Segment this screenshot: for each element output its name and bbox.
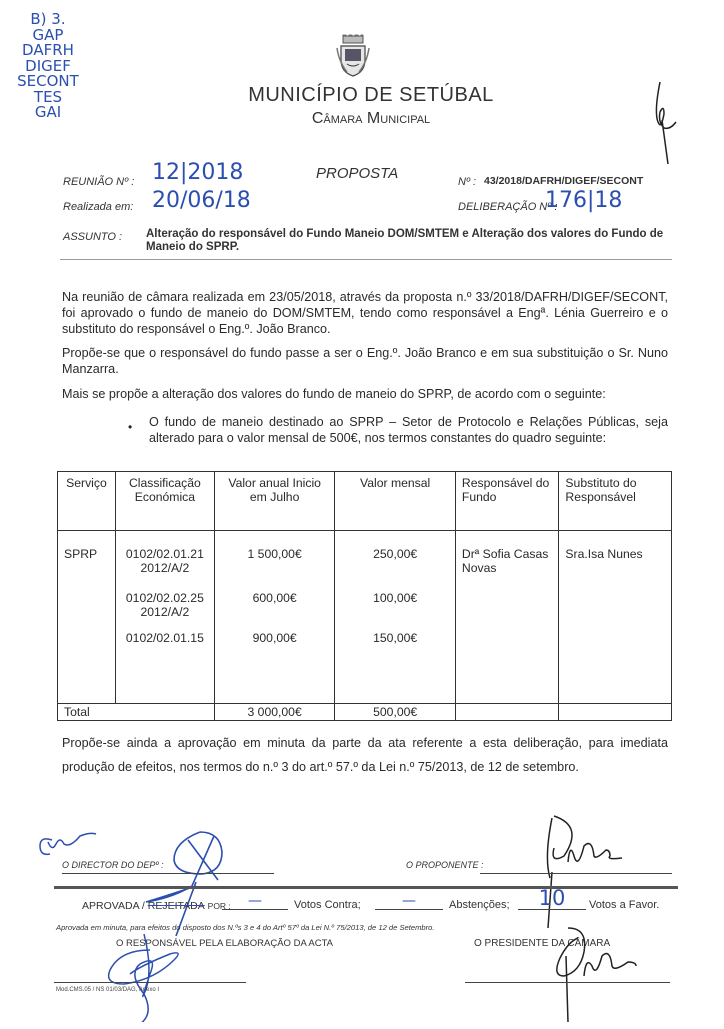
presidente-signature (544, 926, 644, 1024)
bullet-dot: • (128, 420, 133, 434)
director-label: O DIRECTOR DO DEPº : (62, 860, 164, 870)
proponente-label: O PROPONENTE : (406, 860, 484, 870)
header-classificacao: Classificação Económica (115, 472, 214, 531)
deliberacao-label: DELIBERAÇÃO Nº : (458, 201, 558, 213)
table-row (58, 531, 672, 704)
proponente-signature (540, 812, 630, 932)
cell-valor-mensal: 250,00€ (373, 547, 418, 561)
proposta-number: 43/2018/DAFRH/DIGEF/SECONT (484, 175, 644, 187)
header-substituto-text: Substituto do Responsável (565, 476, 637, 504)
cell-valor-mensal: 150,00€ (373, 631, 418, 645)
responsavel-acta-label: O RESPONSÁVEL PELA ELABORAÇÃO DA ACTA (116, 938, 333, 949)
header-valor-anual: Valor anual Inicio em Julho (214, 472, 335, 531)
reuniao-label: REUNIÃO Nº : (63, 176, 135, 188)
cell-servico: SPRP (58, 531, 116, 704)
routing-line: SECONT (17, 72, 79, 90)
total-anual: 3 000,00€ (214, 704, 335, 721)
cell-classificacao: 0102/02.01.15 (125, 631, 204, 645)
cell-valor-anual: 600,00€ (252, 591, 297, 605)
realizada-date-field: 20/06/18 (152, 188, 251, 213)
margin-initial-mark (648, 80, 688, 170)
cell-substituto: Sra.Isa Nunes (559, 531, 672, 704)
deliberacao-number-field: 176|18 (545, 188, 623, 213)
realizada-label: Realizada em: (63, 201, 134, 213)
presidente-label: O PRESIDENTE DA CÂMARA (474, 938, 611, 949)
acta-signature (90, 930, 200, 1022)
chamber-subtitle: Câmara Municipal (311, 110, 431, 127)
routing-line: GAI (34, 103, 62, 121)
header-divider (60, 259, 672, 260)
cell-classificacao: 0102/02.01.21 2012/A/2 (125, 547, 204, 575)
routing-line: GAP (32, 25, 64, 44)
votos-contra-field: — (222, 893, 288, 910)
minuta-note: Aprovada em minuta, para efeitos do disposto dos N.ºs 3 e 4 do Artº 57º da Lei N.º 75/2013, de 12 de Setembro. (56, 923, 435, 932)
cell-valor-anual: 900,00€ (252, 631, 297, 645)
total-empty-cell (455, 704, 559, 721)
paragraph-value-change: Mais se propõe a alteração dos valores do fundo de maneio do SPRP, de acordo com o seguinte: (62, 387, 606, 401)
total-label: Total (58, 704, 215, 721)
votos-favor-label: Votos a Favor. (589, 899, 660, 911)
total-empty-cell (559, 704, 672, 721)
bullet-sprp-fund: O fundo de maneio destinado ao SPRP – Setor de Protocolo e Relações Públicas, seja alterado para o valor mensal de 500€, nos termos constantes do quadro seguinte: (149, 415, 668, 445)
votes-line (82, 900, 231, 912)
cell-responsavel: Drª Sofia Casas Novas (455, 531, 559, 704)
paragraph-previous-approval: Na reunião de câmara realizada em 23/05/2018, através da proposta n.º 33/2018/DAFRH/DIGEF/SECONT, foi aprovado o fundo de maneio do DOM/SMTEM, tendo como responsável a Engª. Lénia Guerreiro e o substituto do responsável o Eng.º. João Branco. (62, 290, 668, 336)
por-label: POR : (207, 901, 231, 911)
paragraph-new-responsible: Propõe-se que o responsável do fundo passe a ser o Eng.º. João Branco e em sua substituição o Sr. Nuno Manzarra. (62, 346, 668, 376)
director-signature (140, 826, 250, 936)
director-signature-line (62, 873, 274, 874)
routing-line: B) 3. (30, 10, 66, 28)
document-type: PROPOSTA (316, 165, 399, 182)
header-valor-mensal: Valor mensal (335, 472, 456, 531)
abstencoes-label: Abstenções; (449, 899, 510, 911)
cell-classificacao-group (115, 531, 214, 704)
fund-values-table (57, 471, 672, 721)
aprovada-option: APROVADA / (82, 900, 145, 912)
rejeitada-option-struck: REJEITADA (147, 900, 205, 912)
routing-line: DAFRH (22, 41, 74, 59)
proponente-signature-line (480, 873, 672, 874)
votos-favor-field: 10 (518, 888, 586, 910)
assunto-text: Alteração do responsável do Fundo Maneio DOM/SMTEM e Alteração dos valores do Fundo de Maneio do SPRP. (146, 228, 664, 253)
cell-valor-mensal: 100,00€ (373, 591, 418, 605)
numero-label: Nº : (458, 176, 477, 188)
routing-line: DIGEF (25, 56, 71, 75)
cell-mensal-group (335, 531, 456, 704)
cell-anual-group (214, 531, 335, 704)
paragraph-minuta-approval: Propõe-se ainda a aprovação em minuta da parte da ata referente a esta deliberação, para imediata produção de efeitos, nos termos do n.º 3 do art.º 57.º da Lei n.º 75/2013, de 12 de setembro. (62, 736, 668, 774)
routing-line: TES (33, 87, 63, 106)
table-total-row (58, 704, 672, 721)
abstencoes-field: — (375, 893, 443, 910)
municipality-title: MUNICÍPIO DE SETÚBAL (248, 84, 494, 106)
header-responsavel: Responsável do Fundo (455, 472, 559, 531)
presidente-signature-line (465, 982, 670, 983)
reuniao-number-field: 12|2018 (152, 160, 244, 185)
header-substituto (559, 472, 672, 531)
header-servico: Serviço (58, 472, 116, 531)
cell-classificacao: 0102/02.02.25 2012/A/2 (125, 591, 204, 619)
assunto-label: ASSUNTO : (63, 231, 123, 243)
table-header-row (58, 472, 672, 531)
cell-valor-anual: 1 500,00€ (247, 547, 302, 561)
total-mensal: 500,00€ (335, 704, 456, 721)
municipal-coat-of-arms-icon (335, 34, 371, 78)
acta-signature-line (54, 982, 246, 983)
votos-contra-label: Votos Contra; (294, 899, 361, 911)
footer-form-code: Mod.CMS.05 / NS 01/03/DAG, Anexo I (56, 987, 160, 993)
